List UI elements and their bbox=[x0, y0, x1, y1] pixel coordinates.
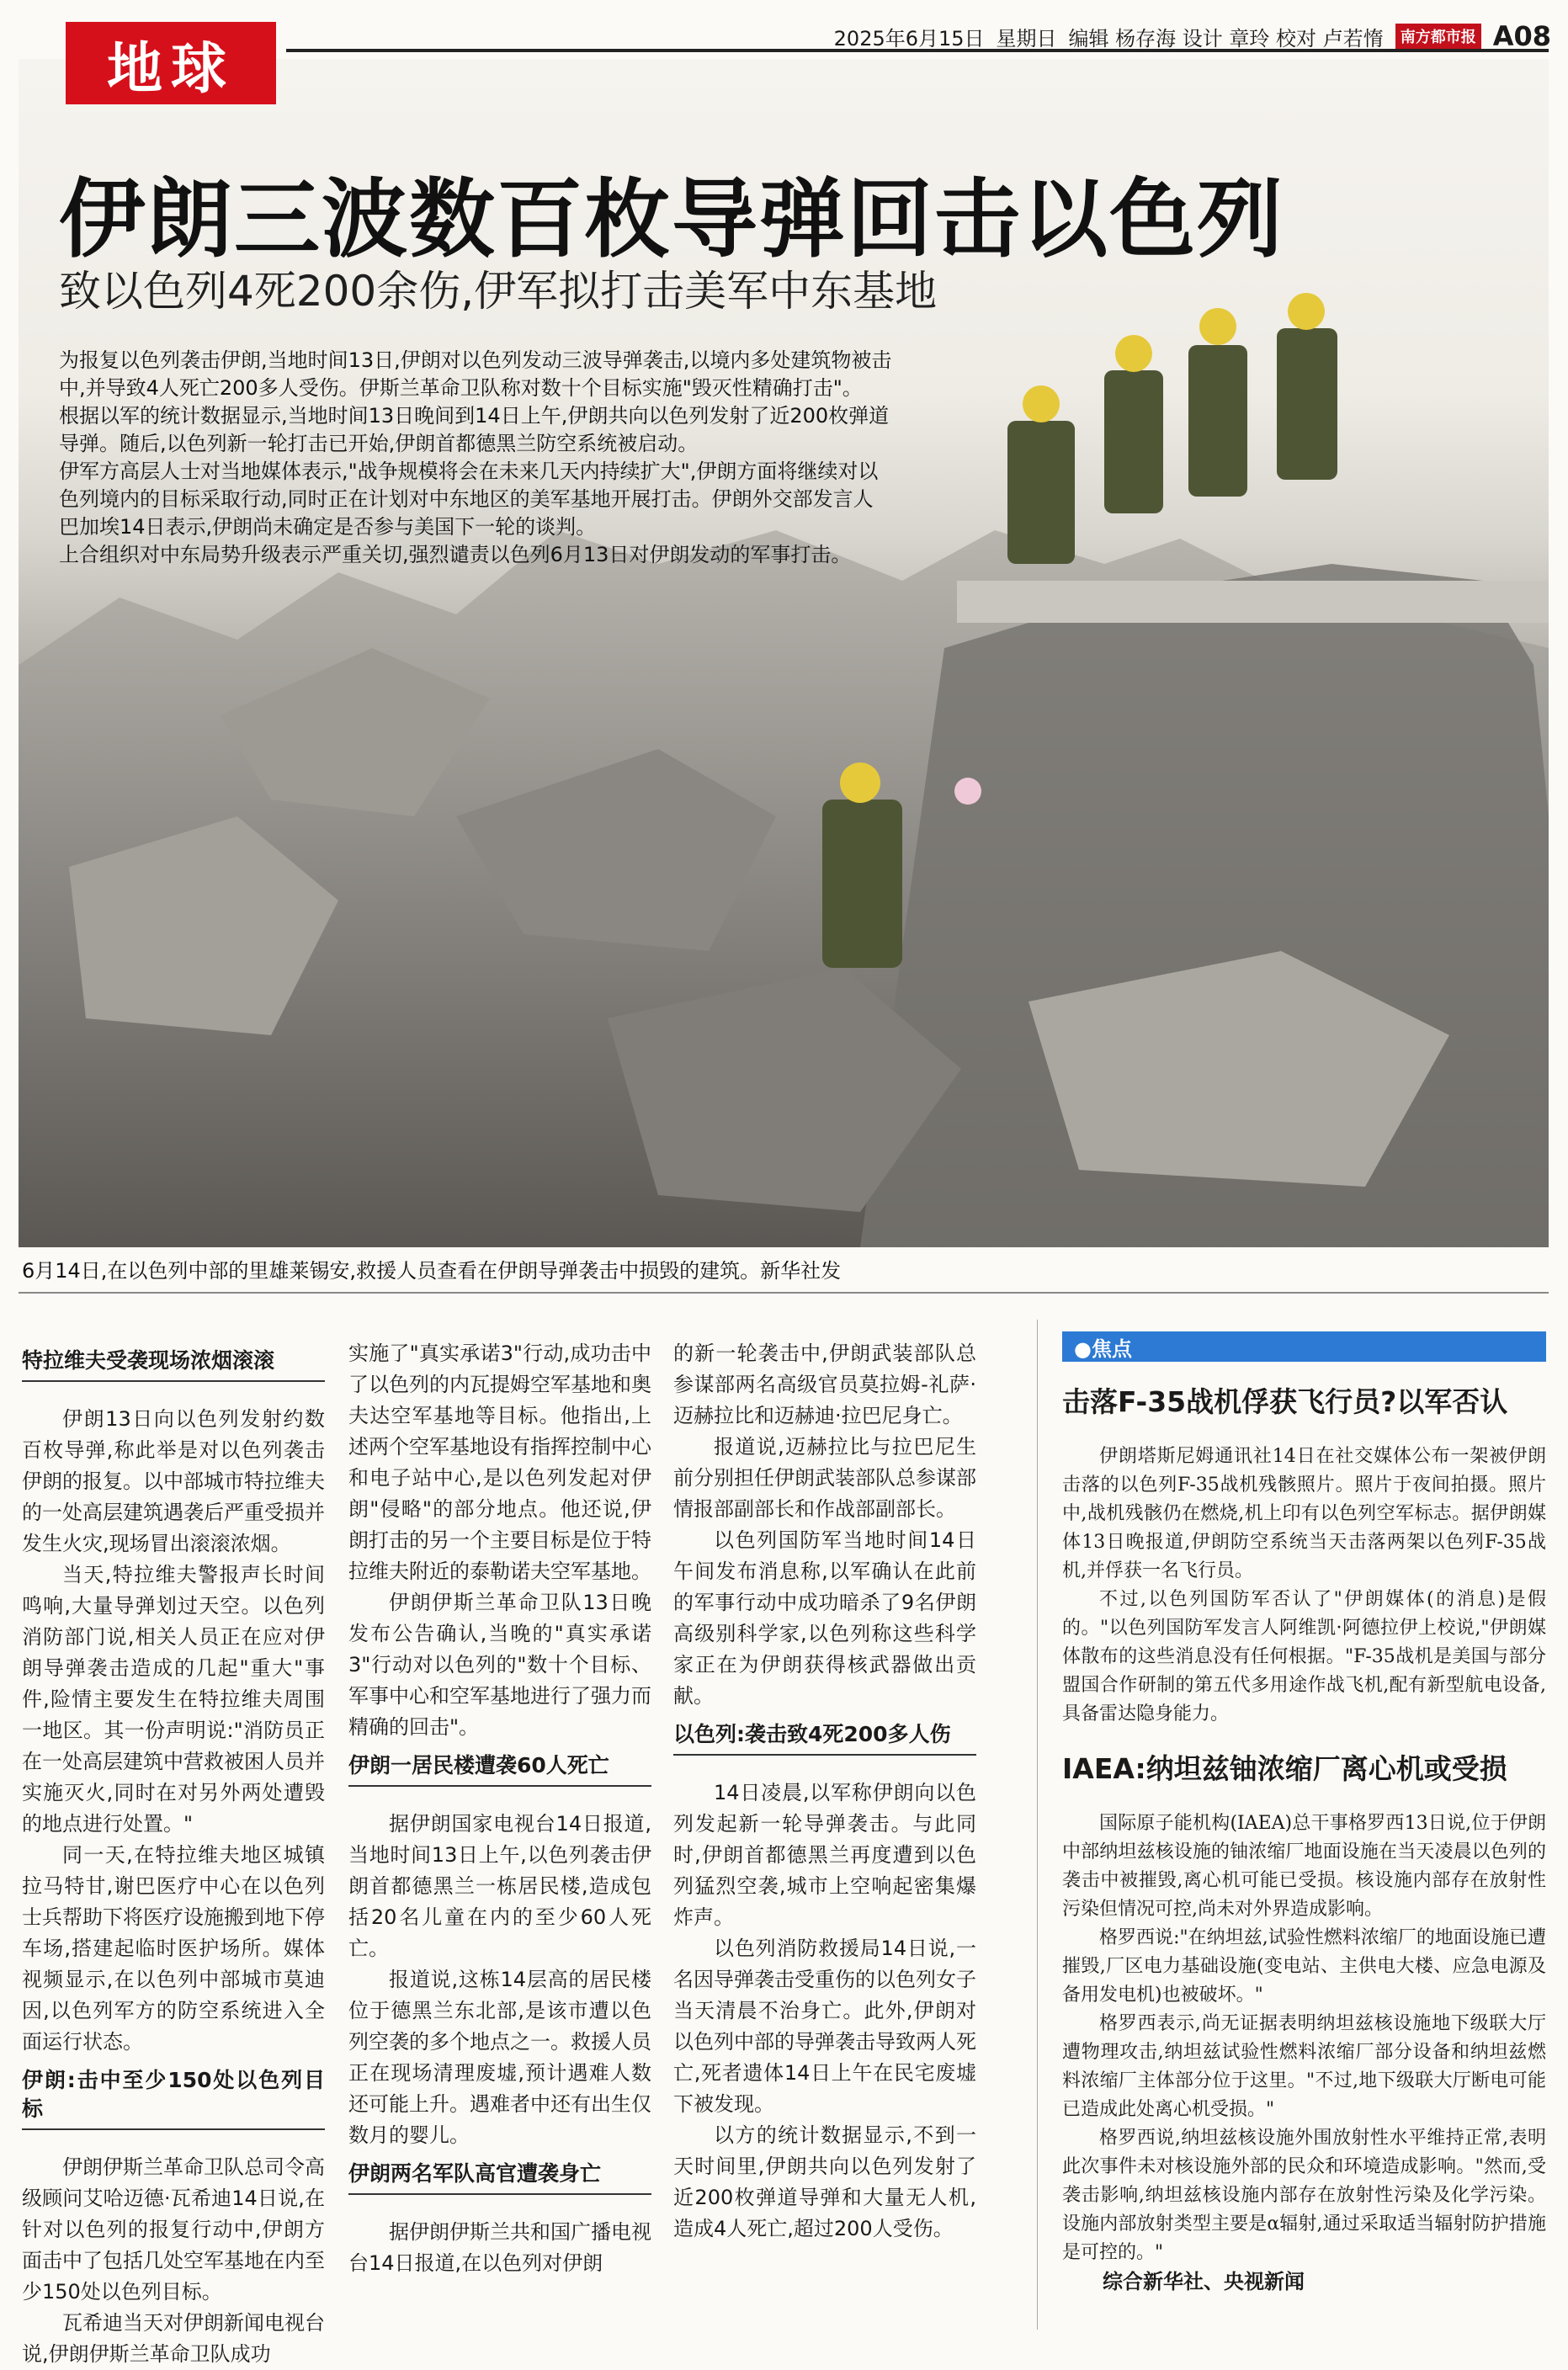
paragraph: 实施了"真实承诺3"行动,成功击中了以色列的内瓦提姆空军基地和奥夫达空军基地等目标。他指出,上述两个空军基地设有指挥控制中心和电子站中心,是以色列发起对伊朗"侵略"的部分地点。他还说,伊朗打击的另一个主要目标是位于特拉维夫附近的泰勒诺夫空军基地。 bbox=[348, 1342, 651, 1583]
paragraph: 伊朗13日向以色列发射约数百枚导弹,称此举是对以色列袭击伊朗的报复。以中部城市特拉维夫的一处高层建筑遇袭后严重受损并发生火灾,现场冒出滚滚浓烟。 bbox=[22, 1407, 325, 1555]
paragraph: 以色列消防救援局14日说,一名因导弹袭击受重伤的以色列女子当天清晨不治身亡。此外,伊朗对以色列中部的导弹袭击导致两人死亡,死者遗体14日上午在民宅废墟下被发现。 bbox=[673, 1937, 976, 2116]
paragraph: 格罗西说:"在纳坦兹,试验性燃料浓缩厂的地面设施已遭摧毁,厂区电力基础设施(变电站、主供电大楼、应急电源及备用发电机)也被破坏。" bbox=[1062, 1927, 1546, 2006]
paragraph: 据伊朗伊斯兰共和国广播电视台14日报道,在以色列对伊朗 bbox=[348, 2220, 651, 2275]
section-tag: 地球 bbox=[66, 22, 276, 104]
paragraph: 伊朗塔斯尼姆通讯社14日在社交媒体公布一架被伊朗击落的以色列F-35战机残骸照片。照片于夜间拍摄。照片中,战机残骸仍在燃烧,机上印有以色列空军标志。据伊朗媒体13日晚报道,伊朗防空系统当天击落两架以色列F-35战机,并俘获一名飞行员。 bbox=[1062, 1446, 1546, 1581]
subheading: 特拉维夫受袭现场浓烟滚滚 bbox=[22, 1347, 325, 1382]
paragraph: 伊朗伊斯兰革命卫队总司令高级顾问艾哈迈德·瓦希迪14日说,在针对以色列的报复行动中,伊朗方面击中了包括几处空军基地在内至少150处以色列目标。 bbox=[22, 2155, 325, 2304]
headline: 伊朗三波数百枚导弹回击以色列 bbox=[59, 170, 1284, 270]
divider bbox=[19, 1292, 1549, 1294]
lead-line-3: 伊军方高层人士对当地媒体表示,"战争规模将会在未来几天内持续扩大",伊朗方面将继续对以色列境内的目标采取行动,同时正在计划对中东地区的美军基地开展打击。伊朗外交部发言人巴加埃14日表示,伊朗尚未确定是否参与美国下一轮的谈判。 bbox=[59, 460, 879, 539]
paragraph: 报道说,迈赫拉比与拉巴尼生前分别担任伊朗武装部队总参谋部情报部副部长和作战部副部长。 bbox=[673, 1435, 976, 1521]
paragraph: 同一天,在特拉维夫地区城镇拉马特甘,谢巴医疗中心在以色列士兵帮助下将医疗设施搬到地下停车场,搭建起临时医护场所。媒体视频显示,在以色列中部城市莫迪因,以色列军方的防空系统进入全面运行状态。 bbox=[22, 1843, 325, 2054]
paragraph: 格罗西说,纳坦兹核设施外围放射性水平维持正常,表明此次事件未对核设施外部的民众和环境造成影响。"然而,受袭击影响,纳坦兹核设施内部存在放射性污染及化学污染。设施内部放射类型主要是α辐射,通过采取适当辐射防护措施是可控的。" bbox=[1062, 2128, 1546, 2263]
focus-sidebar bbox=[1062, 1331, 1546, 2296]
column-divider bbox=[1037, 1320, 1038, 2330]
paragraph: 以方的统计数据显示,不到一天时间里,伊朗共向以色列发射了近200枚弹道导弹和大量无人机,造成4人死亡,超过200人受伤。 bbox=[673, 2123, 976, 2240]
photo-caption: 6月14日,在以色列中部的里雄莱锡安,救援人员查看在伊朗导弹袭击中损毁的建筑。新华社发 bbox=[22, 1259, 842, 1283]
lead-line-2: 根据以军的统计数据显示,当地时间13日晚间到14日上午,伊朗共向以色列发射了近200枚弹道导弹。随后,以色列新一轮打击已开始,伊朗首都德黑兰防空系统被启动。 bbox=[59, 404, 890, 455]
subheading: 伊朗两名军队高官遭袭身亡 bbox=[348, 2160, 651, 2195]
editors: 编辑 杨存海 设计 章玲 校对 卢若惰 bbox=[1068, 26, 1384, 50]
subheading: 伊朗:击中至少150处以色列目标 bbox=[22, 2066, 325, 2130]
paragraph: 以色列国防军当地时间14日午间发布消息称,以军确认在此前的军事行动中成功暗杀了9名伊朗高级别科学家,以色列称这些科学家正在为伊朗获得核武器做出贡献。 bbox=[673, 1528, 976, 1708]
lead-line-4: 上合组织对中东局势升级表示严重关切,强烈谴责以色列6月13日对伊朗发动的军事打击。 bbox=[59, 543, 852, 566]
focus-heading-2: IAEA:纳坦兹铀浓缩厂离心机或受损 bbox=[1062, 1752, 1507, 1785]
paragraph: 报道说,这栋14层高的居民楼位于德黑兰东北部,是该市遭以色列空袭的多个地点之一。救援人员正在现场清理废墟,预计遇难人数还可能上升。遇难者中还有出生仅数月的婴儿。 bbox=[348, 1968, 651, 2147]
article-column-1 bbox=[22, 1338, 325, 2370]
paragraph: 国际原子能机构(IAEA)总干事格罗西13日说,位于伊朗中部纳坦兹核设施的铀浓缩厂地面设施在当天凌晨以色列的袭击中被摧毁,离心机可能已受损。核设施内部存在放射性污染但情况可控,尚未对外界造成影响。 bbox=[1062, 1813, 1546, 1920]
paragraph: 瓦希迪当天对伊朗新闻电视台说,伊朗伊斯兰革命卫队成功 bbox=[22, 2311, 325, 2366]
page-number: A08 bbox=[1492, 20, 1551, 52]
article-column-3 bbox=[673, 1338, 976, 2245]
newspaper-logo: 南方都市报 bbox=[1395, 24, 1481, 49]
paragraph: 不过,以色列国防军否认了"伊朗媒体(的消息)是假的。"以色列国防军发言人阿维凯·阿德拉伊上校说,"伊朗媒体散布的这些消息没有任何根据。"F-35战机是美国与部分盟国合作研制的第五代多用途作战飞机,配有新型航电设备,具备雷达隐身能力。 bbox=[1062, 1589, 1546, 1724]
subheading: 以色列:袭击致4死200多人伤 bbox=[673, 1720, 976, 1756]
paragraph: 格罗西表示,尚无证据表明纳坦兹核设施地下级联大厅遭物理攻击,纳坦兹试验性燃料浓缩厂部分设备和纳坦兹燃料浓缩厂主体部分位于这里。"不过,地下级联大厅断电可能已造成此处离心机受损。" bbox=[1062, 2013, 1546, 2120]
lead-line-1: 为报复以色列袭击伊朗,当地时间13日,伊朗对以色列发动三波导弹袭击,以境内多处建筑物被击中,并导致4人死亡200多人受伤。伊斯兰革命卫队称对数十个目标实施"毁灭性精确打击"。 bbox=[59, 348, 892, 400]
page-meta bbox=[834, 20, 1551, 52]
paragraph: 据伊朗国家电视台14日报道,当地时间13日上午,以色列袭击伊朗首都德黑兰一栋居民楼,造成包括20名儿童在内的至少60人死亡。 bbox=[348, 1812, 651, 1960]
weekday: 星期日 bbox=[996, 26, 1057, 50]
article-column-2 bbox=[348, 1338, 651, 2279]
issue-date: 2025年6月15日 bbox=[833, 26, 985, 50]
focus-label: ●焦点 bbox=[1062, 1331, 1546, 1362]
paragraph: 伊朗伊斯兰革命卫队13日晚发布公告确认,当晚的"真实承诺3"行动对以色列的"数十个目标、军事中心和空军基地进行了强力而精确的回击"。 bbox=[348, 1591, 651, 1739]
paragraph: 14日凌晨,以军称伊朗向以色列发起新一轮导弹袭击。与此同时,伊朗首都德黑兰再度遭到以色列猛烈空袭,城市上空响起密集爆炸声。 bbox=[673, 1781, 976, 1929]
lead-paragraph bbox=[59, 347, 892, 569]
paragraph: 的新一轮袭击中,伊朗武装部队总参谋部两名高级官员莫拉姆-礼萨·迈赫拉比和迈赫迪·拉巴尼身亡。 bbox=[673, 1342, 976, 1427]
subheading: 伊朗一居民楼遭袭60人死亡 bbox=[348, 1751, 651, 1787]
subheadline: 致以色列4死200余伤,伊军拟打击美军中东基地 bbox=[59, 267, 938, 316]
paragraph: 当天,特拉维夫警报声长时间鸣响,大量导弹划过天空。以色列消防部门说,相关人员正在应对伊朗导弹袭击造成的几起"重大"事件,险情主要发生在特拉维夫周围一地区。其一份声明说:"消防员正在一处高层建筑中营救被困人员并实施灭火,同时在对另外两处遭毁的地点进行处置。" bbox=[22, 1563, 325, 1836]
source-credit: 综合新华社、央视新闻 bbox=[1103, 2270, 1305, 2293]
focus-heading-1: 击落F-35战机俘获飞行员?以军否认 bbox=[1062, 1385, 1508, 1418]
